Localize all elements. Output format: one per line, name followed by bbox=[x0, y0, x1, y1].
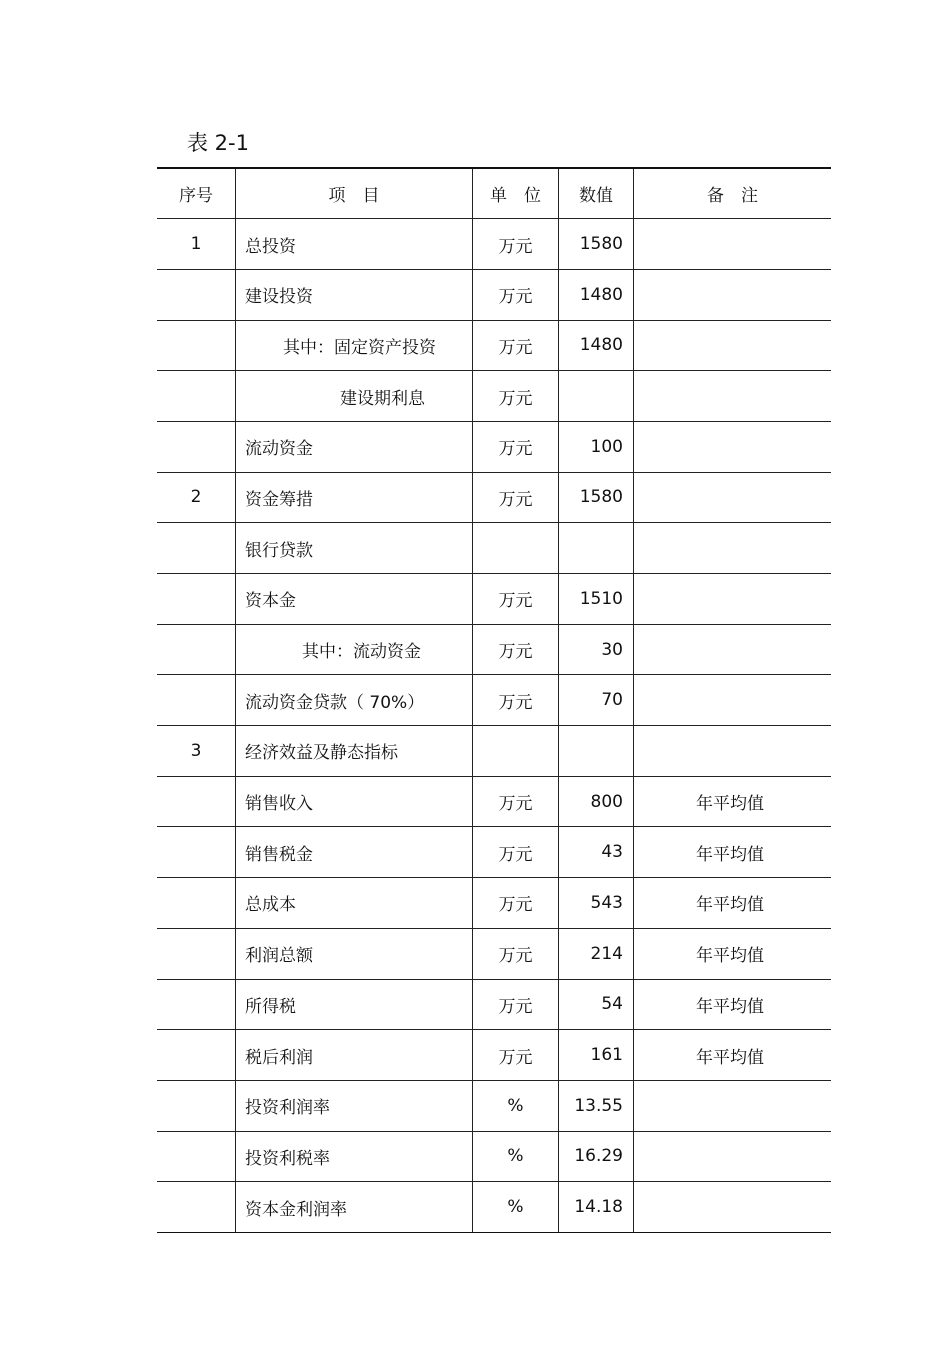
investment-table bbox=[157, 167, 831, 1233]
cell-unit bbox=[473, 726, 559, 777]
cell-no bbox=[157, 320, 236, 371]
cell-no bbox=[157, 269, 236, 320]
table-row bbox=[157, 675, 831, 726]
cell-note bbox=[634, 472, 832, 523]
cell-item: 其中：固定资产投资 bbox=[236, 320, 473, 371]
cell-value: 16.29 bbox=[559, 1131, 634, 1182]
cell-item: 销售税金 bbox=[236, 827, 473, 878]
table-row bbox=[157, 574, 831, 625]
cell-item: 其中：流动资金 bbox=[236, 624, 473, 675]
cell-no bbox=[157, 1131, 236, 1182]
header-note: 备 注 bbox=[634, 168, 832, 219]
table-row bbox=[157, 219, 831, 270]
cell-no bbox=[157, 371, 236, 422]
header-value: 数值 bbox=[559, 168, 634, 219]
table-header-row bbox=[157, 168, 831, 219]
cell-unit: 万元 bbox=[473, 219, 559, 270]
cell-no bbox=[157, 928, 236, 979]
cell-item: 税后利润 bbox=[236, 1030, 473, 1081]
cell-item: 流动资金贷款（ 70%） bbox=[236, 675, 473, 726]
cell-value bbox=[559, 371, 634, 422]
cell-unit: 万元 bbox=[473, 675, 559, 726]
cell-no bbox=[157, 1030, 236, 1081]
cell-note bbox=[634, 574, 832, 625]
cell-unit: 万元 bbox=[473, 371, 559, 422]
header-item: 项 目 bbox=[236, 168, 473, 219]
table-row bbox=[157, 1030, 831, 1081]
cell-unit: 万元 bbox=[473, 1030, 559, 1081]
cell-note bbox=[634, 269, 832, 320]
cell-unit: 万元 bbox=[473, 269, 559, 320]
cell-no bbox=[157, 878, 236, 929]
table-row bbox=[157, 624, 831, 675]
cell-no bbox=[157, 776, 236, 827]
cell-item: 销售收入 bbox=[236, 776, 473, 827]
cell-note: 年平均值 bbox=[634, 979, 832, 1030]
cell-item: 投资利税率 bbox=[236, 1131, 473, 1182]
cell-unit: 万元 bbox=[473, 320, 559, 371]
cell-note bbox=[634, 624, 832, 675]
cell-item: 总成本 bbox=[236, 878, 473, 929]
table-row bbox=[157, 421, 831, 472]
cell-value bbox=[559, 523, 634, 574]
cell-value: 54 bbox=[559, 979, 634, 1030]
cell-unit: 万元 bbox=[473, 472, 559, 523]
cell-no bbox=[157, 827, 236, 878]
cell-unit: 万元 bbox=[473, 979, 559, 1030]
header-no: 序号 bbox=[157, 168, 236, 219]
cell-no bbox=[157, 979, 236, 1030]
cell-no bbox=[157, 624, 236, 675]
cell-no bbox=[157, 421, 236, 472]
cell-no bbox=[157, 675, 236, 726]
cell-note bbox=[634, 320, 832, 371]
cell-item: 流动资金 bbox=[236, 421, 473, 472]
cell-no: 2 bbox=[157, 472, 236, 523]
table-row bbox=[157, 827, 831, 878]
cell-item: 所得税 bbox=[236, 979, 473, 1030]
cell-unit: 万元 bbox=[473, 421, 559, 472]
cell-unit: % bbox=[473, 1182, 559, 1233]
cell-no bbox=[157, 523, 236, 574]
cell-note bbox=[634, 726, 832, 777]
table-row bbox=[157, 878, 831, 929]
cell-unit: 万元 bbox=[473, 928, 559, 979]
table-row bbox=[157, 320, 831, 371]
cell-item: 资本金利润率 bbox=[236, 1182, 473, 1233]
table-row bbox=[157, 979, 831, 1030]
cell-note bbox=[634, 421, 832, 472]
cell-value: 161 bbox=[559, 1030, 634, 1081]
cell-note bbox=[634, 219, 832, 270]
cell-item: 建设投资 bbox=[236, 269, 473, 320]
cell-value: 14.18 bbox=[559, 1182, 634, 1233]
cell-note bbox=[634, 1182, 832, 1233]
cell-item: 利润总额 bbox=[236, 928, 473, 979]
cell-value: 1580 bbox=[559, 472, 634, 523]
cell-unit: 万元 bbox=[473, 574, 559, 625]
cell-value: 70 bbox=[559, 675, 634, 726]
cell-no: 1 bbox=[157, 219, 236, 270]
cell-value: 1510 bbox=[559, 574, 634, 625]
cell-item: 银行贷款 bbox=[236, 523, 473, 574]
table-row bbox=[157, 269, 831, 320]
cell-item: 资本金 bbox=[236, 574, 473, 625]
table-row bbox=[157, 928, 831, 979]
cell-note: 年平均值 bbox=[634, 1030, 832, 1081]
cell-item: 总投资 bbox=[236, 219, 473, 270]
cell-value: 30 bbox=[559, 624, 634, 675]
cell-unit: 万元 bbox=[473, 776, 559, 827]
cell-unit: 万元 bbox=[473, 878, 559, 929]
table-row bbox=[157, 371, 831, 422]
cell-note: 年平均值 bbox=[634, 928, 832, 979]
table-row bbox=[157, 776, 831, 827]
cell-note bbox=[634, 371, 832, 422]
cell-note: 年平均值 bbox=[634, 776, 832, 827]
header-unit: 单 位 bbox=[473, 168, 559, 219]
table-row bbox=[157, 1182, 831, 1233]
table-caption: 表 2-1 bbox=[187, 131, 249, 155]
cell-value: 1580 bbox=[559, 219, 634, 270]
cell-value: 543 bbox=[559, 878, 634, 929]
cell-value: 1480 bbox=[559, 320, 634, 371]
cell-note: 年平均值 bbox=[634, 878, 832, 929]
cell-value: 43 bbox=[559, 827, 634, 878]
table-row bbox=[157, 472, 831, 523]
cell-value: 214 bbox=[559, 928, 634, 979]
cell-no bbox=[157, 1182, 236, 1233]
cell-value: 100 bbox=[559, 421, 634, 472]
cell-unit: 万元 bbox=[473, 827, 559, 878]
cell-note bbox=[634, 1131, 832, 1182]
cell-item: 资金筹措 bbox=[236, 472, 473, 523]
cell-item: 投资利润率 bbox=[236, 1080, 473, 1131]
table-row bbox=[157, 1131, 831, 1182]
cell-unit: 万元 bbox=[473, 624, 559, 675]
cell-note bbox=[634, 675, 832, 726]
cell-value: 13.55 bbox=[559, 1080, 634, 1131]
cell-value: 800 bbox=[559, 776, 634, 827]
table-row bbox=[157, 726, 831, 777]
cell-note: 年平均值 bbox=[634, 827, 832, 878]
cell-value: 1480 bbox=[559, 269, 634, 320]
cell-no bbox=[157, 1080, 236, 1131]
cell-note bbox=[634, 1080, 832, 1131]
cell-unit bbox=[473, 523, 559, 574]
cell-no bbox=[157, 574, 236, 625]
cell-value bbox=[559, 726, 634, 777]
cell-unit: % bbox=[473, 1131, 559, 1182]
cell-unit: % bbox=[473, 1080, 559, 1131]
table-row bbox=[157, 523, 831, 574]
table-row bbox=[157, 1080, 831, 1131]
cell-note bbox=[634, 523, 832, 574]
cell-no: 3 bbox=[157, 726, 236, 777]
cell-item: 建设期利息 bbox=[236, 371, 473, 422]
cell-item: 经济效益及静态指标 bbox=[236, 726, 473, 777]
